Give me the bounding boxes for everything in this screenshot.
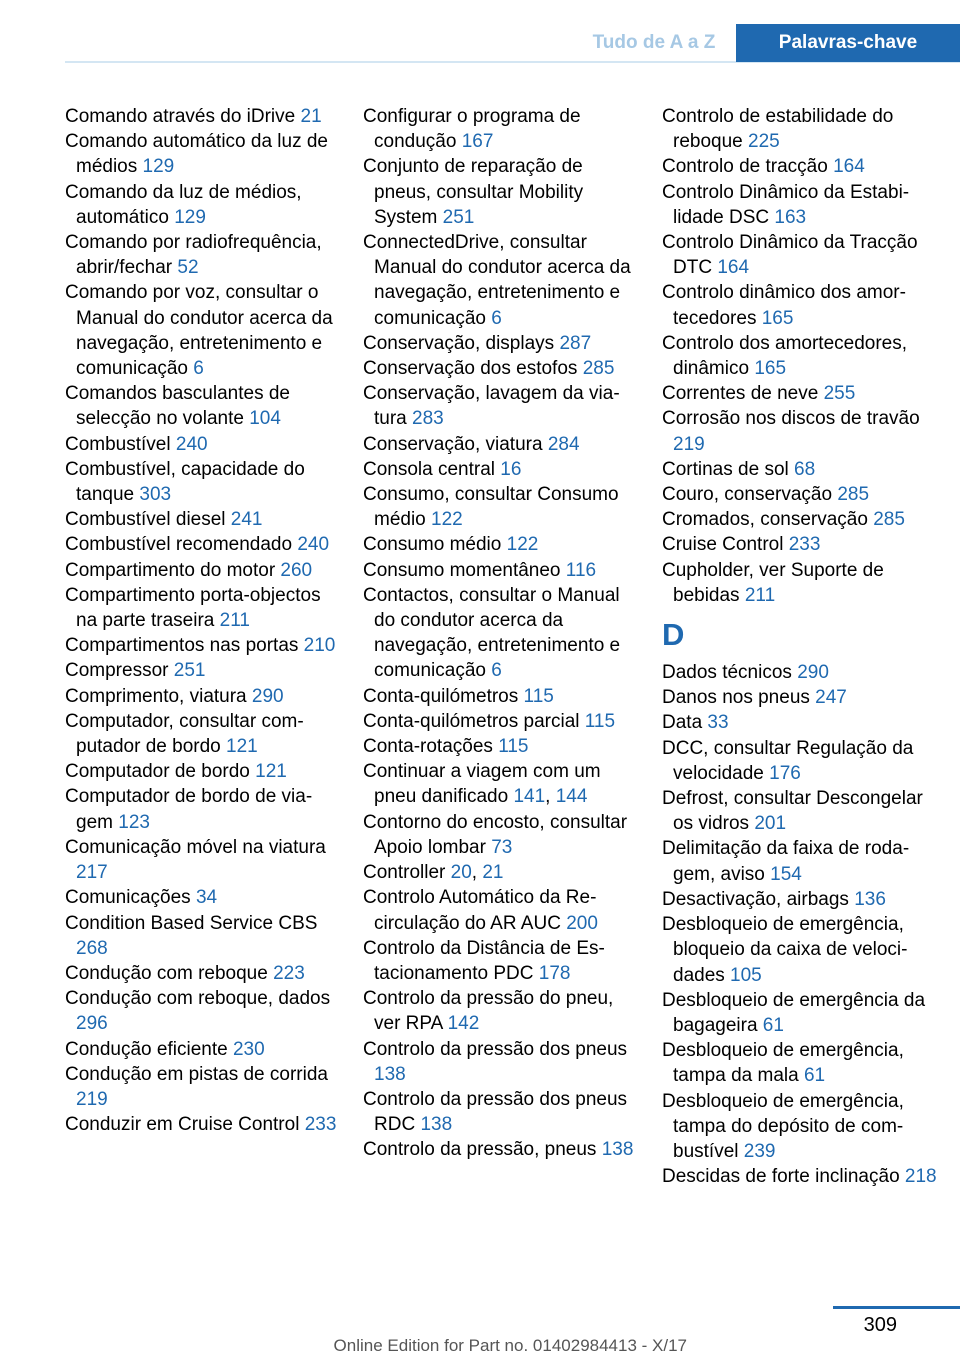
index-entry <box>363 532 635 557</box>
index-entry-term: Cupholder, ver Suporte de bebidas <box>662 559 884 606</box>
page-link[interactable]: 255 <box>823 383 856 405</box>
index-entry-term: Desbloqueio de emergência, bloqueio da caixa de velocidades <box>662 914 908 986</box>
index-entry <box>363 1137 635 1162</box>
index-entry <box>363 885 635 935</box>
index-entry-term: Condução com reboque, dados <box>65 988 331 1010</box>
page-footer <box>0 1300 960 1362</box>
index-entry-term: Contactos, consultar o Manual do condutor acerca da navegação, entretenimento e comunicação <box>363 584 621 682</box>
page-link[interactable]: 164 <box>833 156 865 178</box>
index-entry <box>65 1037 337 1062</box>
index-entry <box>65 104 337 129</box>
index-entry-term: Contorno do encosto, consultar Apoio lombar <box>363 811 628 858</box>
index-entry-term: Controller <box>363 862 451 884</box>
index-entry-term: Controlo dinâmico dos amortecedores <box>662 282 906 329</box>
page-link[interactable]: 138 <box>420 1114 453 1136</box>
index-entry-term: ConnectedDrive, consultar Manual do condutor acerca da navegação, entretenimento e comunicação <box>363 232 631 329</box>
index-entry-term: Controlo da pressão do pneu, ver RPA <box>363 988 614 1035</box>
page-link[interactable]: 21 <box>482 862 504 884</box>
index-entry <box>65 230 337 280</box>
index-entry-term: Controlo de tracção <box>662 156 834 178</box>
index-entry-term: Consola central <box>363 458 501 480</box>
index-entry <box>363 734 635 759</box>
page-link[interactable]: 251 <box>173 660 206 682</box>
page-link[interactable]: 154 <box>770 863 802 885</box>
page-link[interactable]: 268 <box>76 937 108 959</box>
index-entry <box>363 482 635 532</box>
index-entry-term: Consumo momentâneo <box>363 559 566 581</box>
page-link[interactable]: 223 <box>273 962 305 984</box>
index-column-2 <box>363 104 635 1163</box>
index-entry-term: Computador, consultar computador de bordo <box>65 710 304 758</box>
page-link[interactable]: 176 <box>769 762 801 784</box>
index-entry-term: Danos nos pneus <box>662 687 816 709</box>
index-entry <box>65 457 337 507</box>
index-entry-term: Conduzir em Cruise Control <box>65 1114 305 1136</box>
tab-tudo-de-a-a-z[interactable]: Tudo de A a Z <box>592 32 716 53</box>
index-entry <box>363 684 635 709</box>
index-entry-term: Condition Based Service CBS <box>65 912 318 934</box>
index-entry <box>662 912 937 988</box>
index-entry <box>65 684 337 709</box>
index-entry <box>662 180 937 230</box>
page-link[interactable]: 240 <box>297 534 330 556</box>
page-link[interactable]: 247 <box>815 687 847 709</box>
index-entry <box>662 331 937 381</box>
index-entry-term: Controlo da pressão, pneus <box>363 1139 602 1161</box>
index-entry-term: Controlo de estabilidade do reboque <box>662 106 894 153</box>
page-link[interactable]: 239 <box>743 1140 776 1162</box>
index-entry <box>65 532 337 557</box>
index-entry <box>363 104 635 154</box>
page-link[interactable]: 285 <box>582 358 615 380</box>
index-entry-term: Comando através do iDrive <box>65 106 301 127</box>
index-entry <box>363 810 635 860</box>
index-entry-term: Conta-rotações <box>363 736 499 758</box>
index-entry <box>662 710 937 735</box>
index-entry-term: Continuar a viagem com um pneu danificado <box>363 761 601 808</box>
index-entry-term: Conservação dos estofos <box>363 358 583 380</box>
index-entry <box>65 280 337 381</box>
index-entry <box>363 154 635 230</box>
page-link[interactable]: 20 <box>450 862 472 884</box>
page-link[interactable]: 241 <box>230 509 263 531</box>
index-entry <box>662 230 937 280</box>
page-link[interactable]: 136 <box>854 888 886 910</box>
index-entry <box>65 507 337 532</box>
page-link[interactable]: 210 <box>303 635 336 657</box>
page-link[interactable]: 218 <box>904 1166 937 1188</box>
page-link[interactable]: 121 <box>255 761 287 783</box>
index-entry <box>363 583 635 684</box>
index-entry <box>662 381 937 406</box>
index-entry-term: Data <box>662 712 708 734</box>
index-entry <box>662 154 937 179</box>
page-link[interactable]: 225 <box>748 131 780 153</box>
index-entry <box>662 1164 937 1189</box>
index-entry-term: Controlo dos amortecedores, dinâmico <box>662 332 908 380</box>
index-entry <box>65 961 337 986</box>
page-link[interactable]: 121 <box>226 736 258 758</box>
index-entry-term: Comandos basculantes de selecção no volante <box>65 383 290 430</box>
index-entry-term: Computador de bordo de viagem <box>65 786 313 833</box>
page-link[interactable]: 219 <box>673 433 705 455</box>
page-link[interactable]: 165 <box>761 307 794 329</box>
page-link[interactable]: 142 <box>447 1013 480 1035</box>
index-entry <box>662 532 937 557</box>
index-entry-term: DCC, consultar Regulação da velocidade <box>662 737 914 784</box>
index-entry <box>662 887 937 912</box>
index-entry <box>363 356 635 381</box>
page-link[interactable]: 290 <box>251 685 284 707</box>
index-entry <box>65 583 337 633</box>
index-entry <box>363 457 635 482</box>
page-link[interactable]: 233 <box>788 534 821 556</box>
index-entry-term: Compartimentos nas portas <box>65 635 304 657</box>
index-entry <box>363 381 635 431</box>
index-entry-term: Computador de bordo <box>65 761 256 783</box>
page-link[interactable]: 116 <box>565 559 597 581</box>
index-entry-term: Delimitação da faixa de rodagem, aviso <box>662 838 910 885</box>
index-entry-term: Controlo da pressão dos pneus <box>363 1038 628 1060</box>
page-link[interactable]: 285 <box>837 484 870 506</box>
index-entry <box>662 280 937 330</box>
page-link[interactable]: 61 <box>803 1065 826 1087</box>
page-link[interactable]: 129 <box>142 156 175 178</box>
index-entry-term: Correntes de neve <box>662 383 824 405</box>
index-entry-term: Conta-quilómetros <box>363 685 524 707</box>
index-entry <box>662 1089 937 1165</box>
index-entry <box>65 129 337 179</box>
page-link[interactable]: 129 <box>174 206 206 228</box>
index-entry-term: Conjunto de reparação de pneus, consultar Mobility System <box>363 156 584 228</box>
index-entry <box>65 986 337 1036</box>
page-link[interactable]: 68 <box>794 458 816 480</box>
page-link[interactable]: 283 <box>412 408 444 430</box>
index-entry-term: Desbloqueio de emergência, tampa da mala <box>662 1040 904 1087</box>
index-entry <box>363 709 635 734</box>
index-entry-term: Condução em pistas de corrida <box>65 1063 328 1085</box>
index-entry <box>662 406 937 456</box>
page-link[interactable]: 6 <box>491 660 502 682</box>
index-entry <box>662 104 937 154</box>
index-entry <box>65 709 337 759</box>
index-entry-term: Conta-quilómetros parcial <box>363 710 585 732</box>
footer-rule <box>833 1306 960 1309</box>
page-link[interactable]: 61 <box>762 1014 784 1036</box>
index-entry-term: Controlo da pressão dos pneus RDC <box>363 1088 628 1136</box>
index-entry <box>65 1112 337 1137</box>
page-link[interactable]: 52 <box>177 257 199 279</box>
index-entry <box>65 885 337 910</box>
page-link[interactable]: 284 <box>547 433 580 455</box>
index-entry-term: Compressor <box>65 660 174 682</box>
index-entry <box>65 911 337 961</box>
index-entry <box>662 988 937 1038</box>
page-link[interactable]: 21 <box>300 106 322 127</box>
page-link[interactable]: 233 <box>304 1114 337 1136</box>
page-header <box>0 0 960 64</box>
index-entry <box>65 558 337 583</box>
page-link[interactable]: 34 <box>195 887 218 909</box>
index-entry-term: Conservação, viatura <box>363 433 548 455</box>
index-entry-term: Combustível diesel <box>65 509 231 531</box>
index-entry <box>65 381 337 431</box>
index-entry-term: Consumo médio <box>363 534 507 556</box>
page-link[interactable]: 104 <box>249 408 281 430</box>
index-entry <box>662 482 937 507</box>
index-entry-term: Condução com reboque <box>65 962 274 984</box>
index-entry <box>662 736 937 786</box>
index-column-3 <box>662 104 937 1189</box>
index-entry <box>65 658 337 683</box>
index-entry <box>662 836 937 886</box>
index-entry-term: Combustível recomendado <box>65 534 298 556</box>
index-entry <box>662 660 937 685</box>
index-entry <box>662 558 937 608</box>
page-link[interactable]: 178 <box>538 962 571 984</box>
page-link[interactable]: 165 <box>754 358 787 380</box>
index-entry-term: Comando por radiofrequência, abrir/fechar <box>65 232 322 279</box>
index-entry <box>363 558 635 583</box>
page-link[interactable]: 163 <box>774 206 807 228</box>
index-entry-term: Consumo, consultar Consumo médio <box>363 484 619 531</box>
index-entry <box>65 180 337 230</box>
index-entry-term: Controlo Dinâmico da Estabilidade DSC <box>662 181 910 228</box>
page-link[interactable]: 6 <box>193 358 204 380</box>
index-entry-term: Conservação, displays <box>363 332 560 354</box>
edition-note: Online Edition for Part no. 01402984413 - X/17 <box>333 1336 687 1355</box>
index-entry <box>363 986 635 1036</box>
index-entry-term: Cortinas de sol <box>662 458 795 480</box>
page-link[interactable]: 217 <box>76 862 108 884</box>
index-entry-term: Dados técnicos <box>662 662 798 684</box>
index-entry-term: Configurar o programa de condução <box>363 106 581 153</box>
page-link[interactable]: 211 <box>744 584 776 606</box>
page-link[interactable]: 123 <box>118 811 150 833</box>
page-link[interactable]: 164 <box>717 257 750 279</box>
index-entry-term: Conservação, lavagem da viatura <box>363 383 620 430</box>
page-link[interactable]: 287 <box>559 332 592 354</box>
index-entry-term: Combustível, capacidade do tanque <box>65 458 305 506</box>
page-link[interactable]: 122 <box>431 509 463 531</box>
tab-palavras-chave[interactable]: Palavras-chave <box>736 24 960 62</box>
index-entry: Controller 20, 21 <box>363 862 504 884</box>
index-entry-term: Comando por voz, consultar o Manual do condutor acerca da navegação, entretenimento e comunicação <box>65 282 333 380</box>
page-link[interactable]: 285 <box>873 509 905 531</box>
index-entry <box>662 1038 937 1088</box>
index-entry <box>662 685 937 710</box>
page-link[interactable]: 6 <box>491 307 502 329</box>
page-link[interactable]: 167 <box>461 131 494 153</box>
index-column-1 <box>65 104 337 1137</box>
index-entry <box>662 507 937 532</box>
index-entry <box>363 432 635 457</box>
index-entry <box>363 230 635 331</box>
index-entry-term: Desbloqueio de emergência da bagageira <box>662 989 926 1036</box>
index-entry-term: Corrosão nos discos de travão <box>662 408 920 430</box>
page-link[interactable]: 141 <box>513 786 546 808</box>
page-link[interactable]: 115 <box>584 710 616 732</box>
index-entry <box>662 786 937 836</box>
index-entry-term: Desbloqueio de emergência, tampa do depósito de combustível <box>662 1090 904 1162</box>
page-link[interactable]: 115 <box>523 685 554 707</box>
page-link[interactable]: 122 <box>506 534 539 556</box>
index-entry-term: Cromados, conservação <box>662 509 874 531</box>
index-entry <box>363 1087 635 1137</box>
page-link[interactable]: 211 <box>219 610 250 632</box>
index-entry <box>65 784 337 834</box>
index-entry <box>65 835 337 885</box>
section-letter: D <box>662 617 685 653</box>
index-entry-term: Defrost, consultar Descongelar os vidros <box>662 788 923 835</box>
index-entry-term: Comando da luz de médios, automático <box>65 181 302 228</box>
page-link[interactable]: 144 <box>555 786 588 808</box>
page-link[interactable]: 201 <box>754 813 787 835</box>
index-entry-term: Comunicação móvel na viatura <box>65 836 326 858</box>
page-link[interactable]: 251 <box>442 206 475 228</box>
page-link[interactable]: 303 <box>139 484 172 506</box>
index-entry-term: Comunicações <box>65 887 196 909</box>
page-link[interactable]: 33 <box>707 712 729 734</box>
page-link[interactable]: 230 <box>232 1038 265 1060</box>
index-entry <box>65 1062 337 1112</box>
index-entry <box>65 633 337 658</box>
page-link[interactable]: 240 <box>175 433 208 455</box>
index-entry <box>65 432 337 457</box>
page-link[interactable]: 290 <box>797 662 829 684</box>
page-number: 309 <box>863 1314 897 1336</box>
page-link[interactable]: 296 <box>76 1013 108 1035</box>
page-link[interactable]: 138 <box>601 1139 634 1161</box>
index-entry-term: Combustível <box>65 433 176 455</box>
index-entry-term: Descidas de forte inclinação <box>662 1166 905 1188</box>
index-entry <box>662 457 937 482</box>
index-entry <box>65 759 337 784</box>
index-entry-term: Controlo Automático da Recirculação do AR AUC <box>363 887 597 934</box>
page-link[interactable]: 16 <box>500 458 522 480</box>
index-entry-term: Controlo da Distância de Estacionamento PDC <box>363 937 605 984</box>
index-entry: Continuar a viagem com um pneu danificado 141, 144 <box>363 761 601 808</box>
page-link[interactable]: 105 <box>730 964 762 986</box>
index-entry-term: Couro, conservação <box>662 484 838 506</box>
index-entry-term: Compartimento do motor <box>65 559 281 581</box>
index-entry <box>363 1037 635 1087</box>
index-entry-term: Controlo Dinâmico da Tracção DTC <box>662 232 918 279</box>
page-link[interactable]: 73 <box>491 836 513 858</box>
page-link[interactable]: 219 <box>76 1088 108 1110</box>
page-link[interactable]: 260 <box>280 559 313 581</box>
index-entry-term: Comando automático da luz de médios <box>65 131 328 178</box>
index-entry <box>363 936 635 986</box>
index-entry <box>363 331 635 356</box>
page-link[interactable]: 115 <box>498 736 529 758</box>
index-entry-term: Desactivação, airbags <box>662 888 855 910</box>
index-entry-term: Compartimento porta-objectos na parte traseira <box>65 584 321 632</box>
index-entry-term: Condução eficiente <box>65 1038 233 1060</box>
page-link[interactable]: 200 <box>566 912 598 934</box>
page-link[interactable]: 138 <box>374 1063 406 1085</box>
index-entry-term: Cruise Control <box>662 534 789 556</box>
index-entry-term: Comprimento, viatura <box>65 685 252 707</box>
